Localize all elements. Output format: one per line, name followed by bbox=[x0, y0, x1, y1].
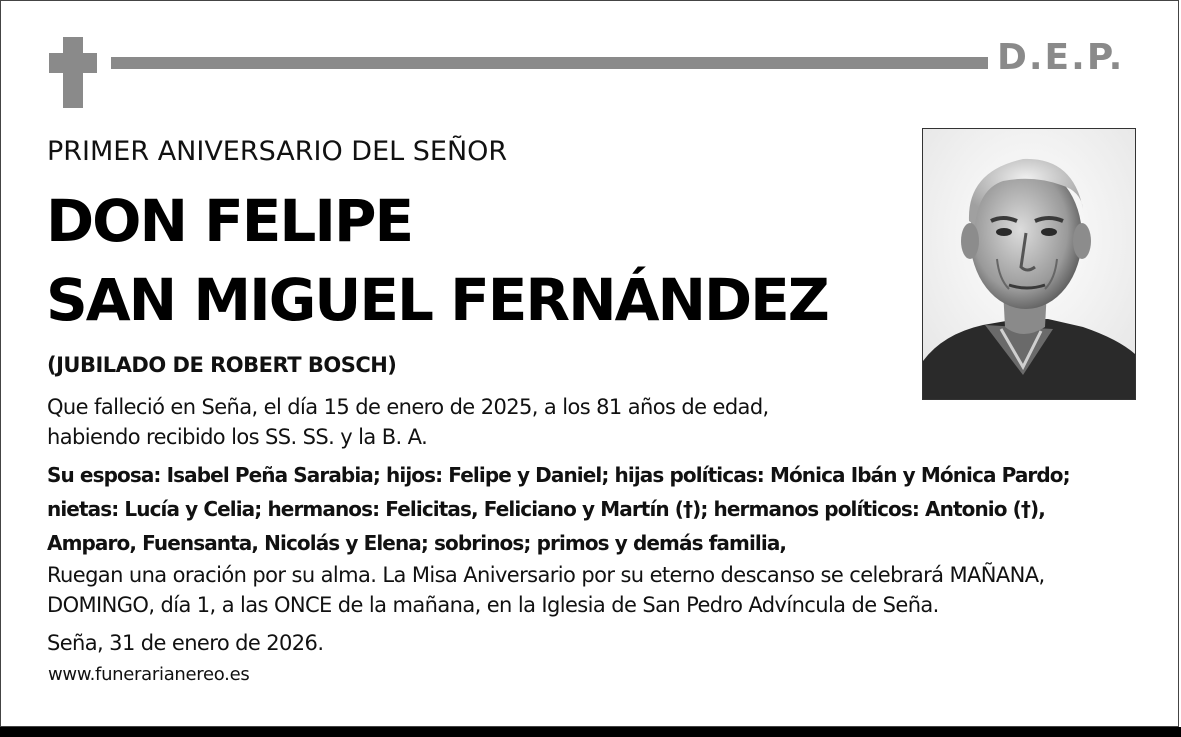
dep-label: D.E.P. bbox=[997, 37, 1125, 78]
portrait-photo bbox=[922, 128, 1136, 400]
funeral-home-website: www.funerarianereo.es bbox=[48, 664, 250, 685]
anniversary-subtitle: PRIMER ANIVERSARIO DEL SEÑOR bbox=[47, 136, 508, 167]
deceased-name-line1: DON FELIPE bbox=[46, 187, 413, 255]
place-date-text: Seña, 31 de enero de 2026. bbox=[47, 631, 324, 655]
deceased-name-line2: SAN MIGUEL FERNÁNDEZ bbox=[46, 266, 828, 334]
death-details-line: Que falleció en Seña, el día 15 de enero de 2025, a los 81 años de edad, bbox=[47, 395, 769, 419]
cross-icon-bar bbox=[49, 53, 97, 73]
death-details bbox=[47, 392, 769, 452]
family-list bbox=[47, 460, 1070, 562]
family-list-line: Amparo, Fuensanta, Nicolás y Elena; sobrinos; primos y demás familia, bbox=[47, 531, 787, 555]
portrait-image bbox=[923, 129, 1135, 399]
family-list-line: nietas: Lucía y Celia; hermanos: Felicitas, Feliciano y Martín (†); hermanos políticos: Antonio (†), bbox=[47, 497, 1045, 521]
header-rule bbox=[111, 57, 988, 69]
mass-details-line: Ruegan una oración por su alma. La Misa Aniversario por su eterno descanso se celebrará MAÑANA, bbox=[47, 563, 1045, 587]
place-date bbox=[47, 628, 323, 658]
bottom-border bbox=[0, 727, 1181, 737]
family-list-line: Su esposa: Isabel Peña Sarabia; hijos: Felipe y Daniel; hijas políticas: Mónica Ibán y Mónica Pardo; bbox=[47, 463, 1070, 487]
mass-details bbox=[47, 560, 1045, 620]
occupation-note: (JUBILADO DE ROBERT BOSCH) bbox=[47, 353, 397, 377]
death-details-line: habiendo recibido los SS. SS. y la B. A. bbox=[47, 425, 428, 449]
mass-details-line: DOMINGO, día 1, a las ONCE de la mañana, en la Iglesia de San Pedro Advíncula de Seña. bbox=[47, 593, 939, 617]
